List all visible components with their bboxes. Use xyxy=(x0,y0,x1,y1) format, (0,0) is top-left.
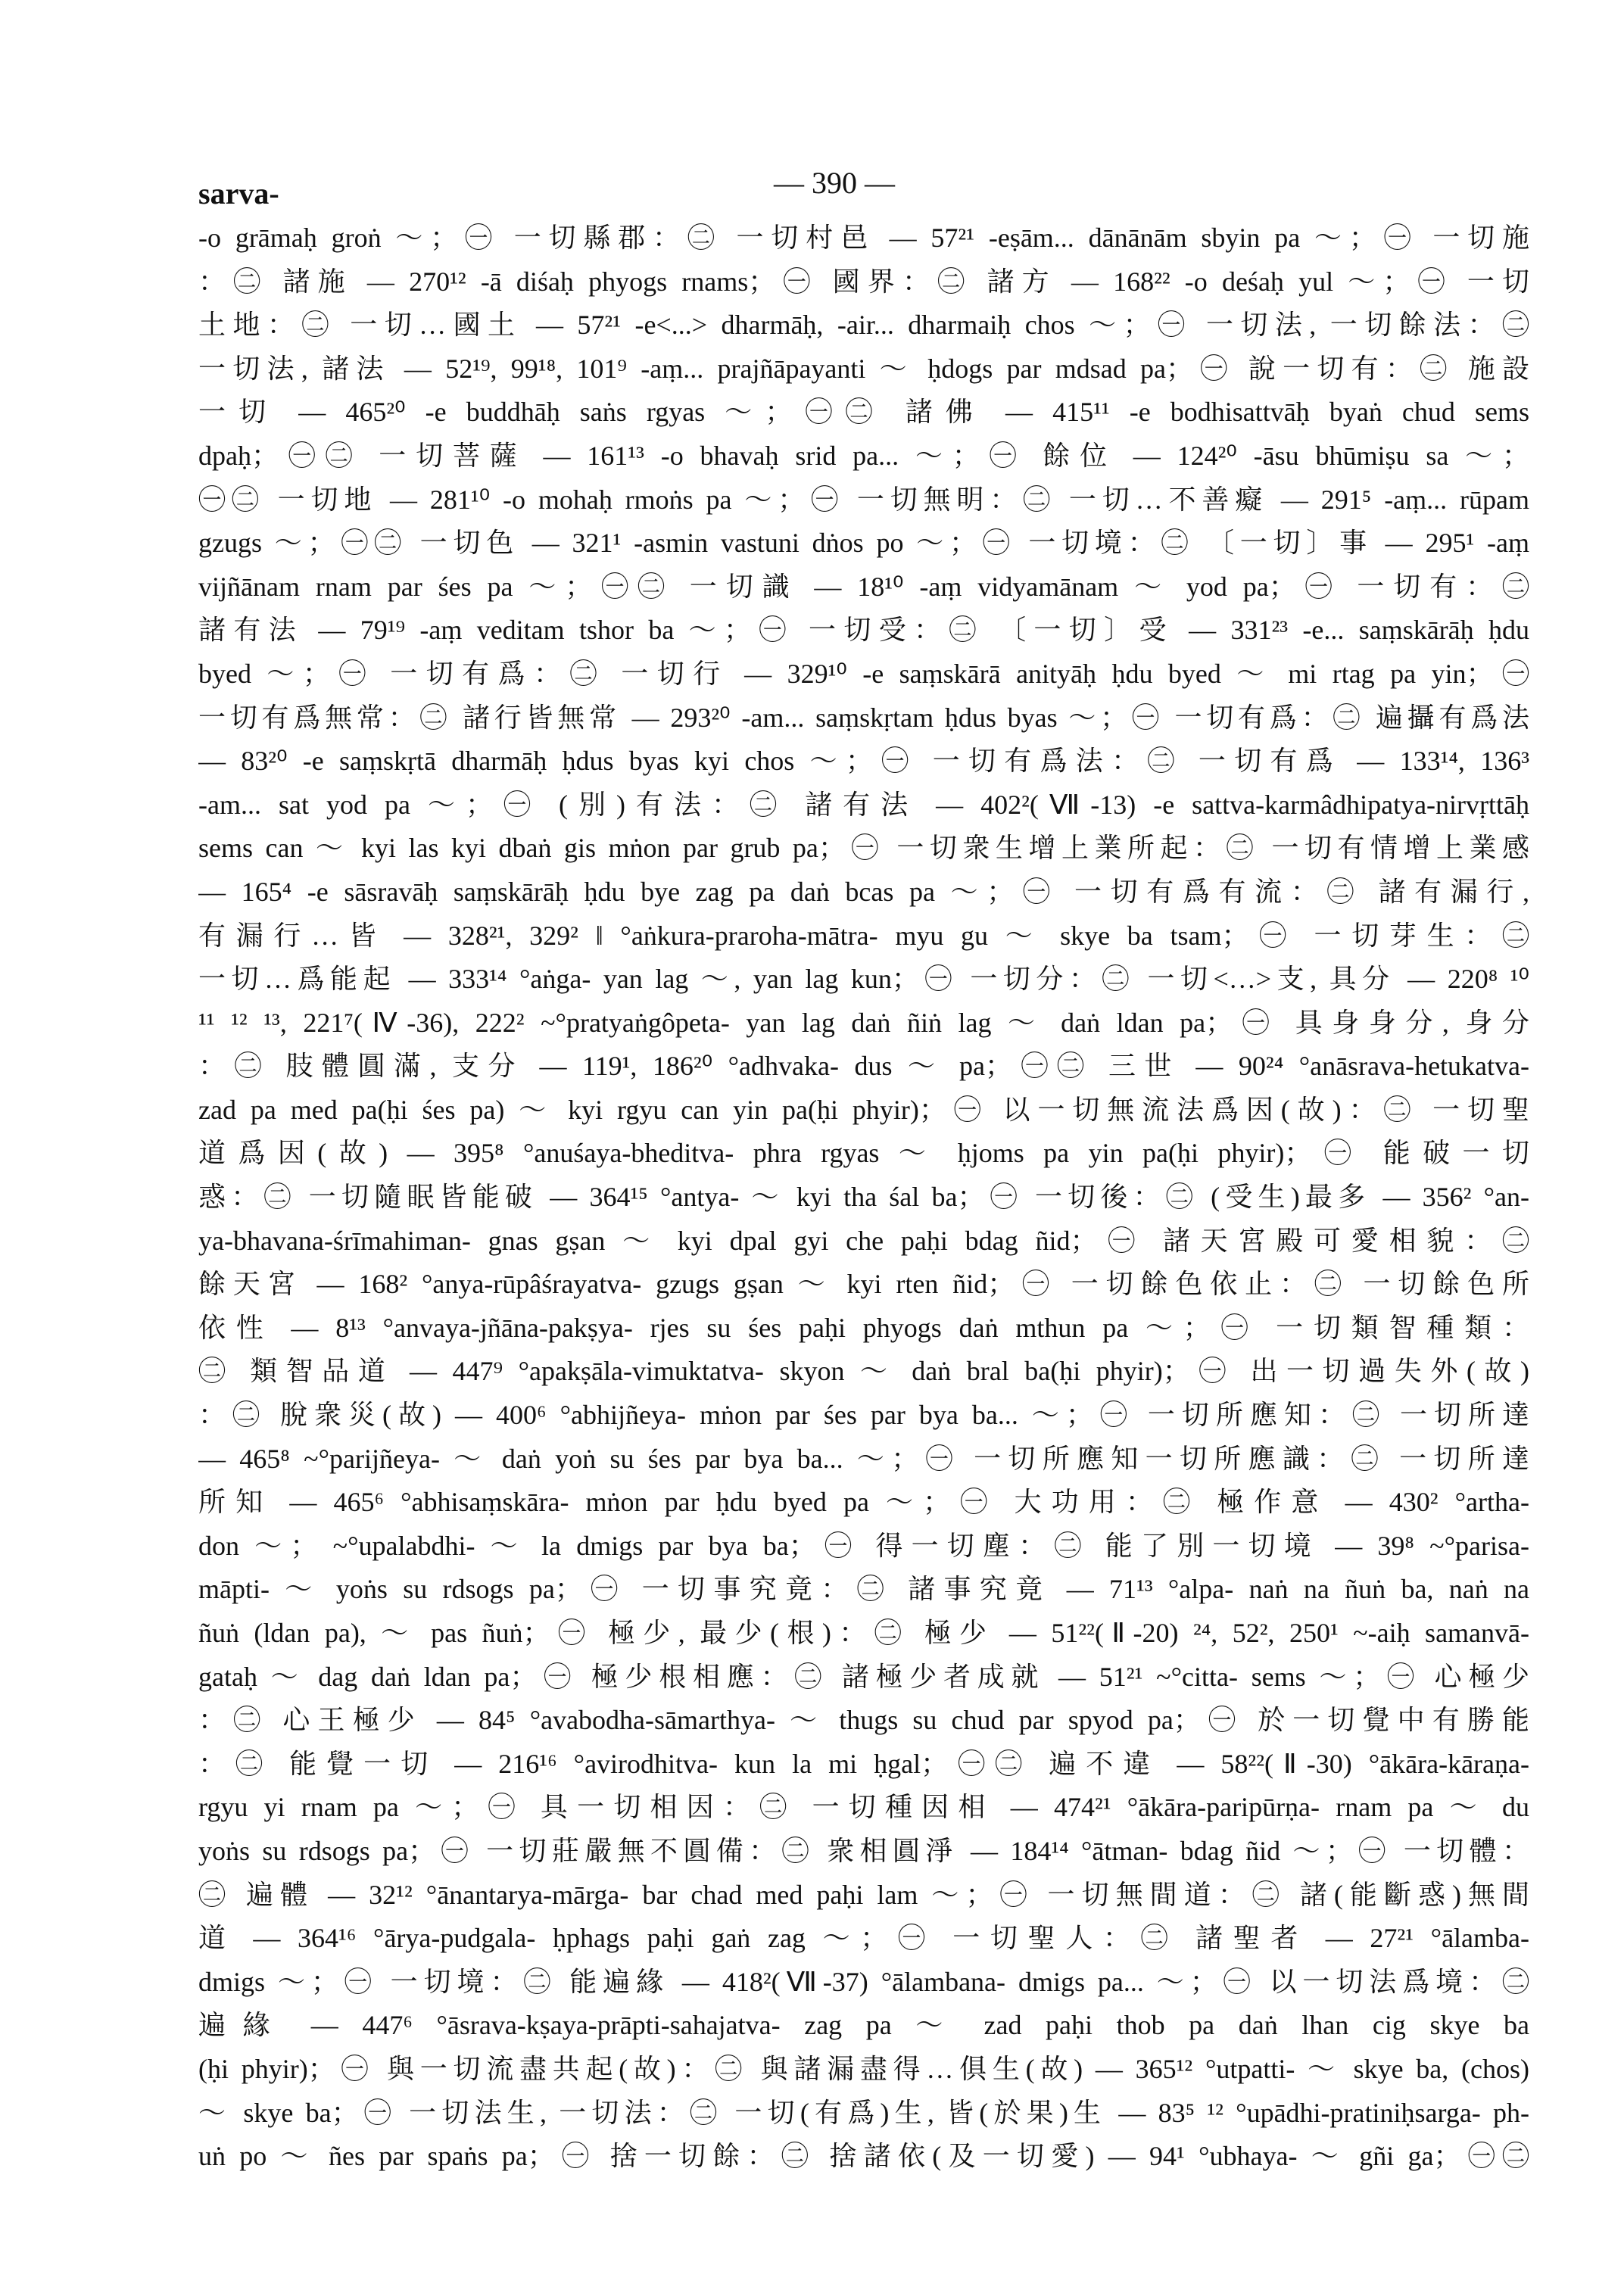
page-number: — 390 — xyxy=(774,166,895,200)
text-line: sems can ～ kyi las kyi dbaṅ gis mṅon par grub pa；㊀ 一切衆生增上業所起：㊁ 一切有情增上業感 xyxy=(198,833,1529,864)
text-line: uṅ po ～ ñes par spaṅs pa；㊀ 捨一切餘：㊁ 捨諸依(及一切愛) — 94¹ °ubhaya- ～ gñi ga；㊀㊁ xyxy=(198,2141,1529,2172)
text-line: ya-bhavana-śrīmahiman- gnas gṣan ～ kyi dpal gyi che paḥi bdag ñid；㊀ 諸天宮殿可愛相貌：㊁ xyxy=(198,1225,1529,1256)
text-line: 惑：㊁ 一切隨眠皆能破 — 364¹⁵ °antya- ～ kyi tha śal ba；㊀ 一切後：㊁ (受生)最多 — 356² °an- xyxy=(198,1182,1529,1213)
text-line: yoṅs su rdsogs pa；㊀ 一切莊嚴無不圓備：㊁ 衆相圓淨 — 184¹⁴ °ātman- bdag ñid ～；㊀ 一切體： xyxy=(198,1835,1529,1866)
text-line: 土地：㊁ 一切…國土 — 57²¹ -e<...> dharmāḥ, -air... dharmaiḥ chos ～；㊀ 一切法, 一切餘法：㊁ xyxy=(198,310,1529,341)
text-line: ：㊁ 心王極少 — 84⁵ °avabodha-sāmarthya- ～ thugs su chud par spyod pa；㊀ 於一切覺中有勝能 xyxy=(198,1705,1529,1736)
running-headword: sarva- xyxy=(198,176,279,210)
text-line: 一切法, 諸法 — 52¹⁹, 99¹⁸, 101⁹ -aṃ... prajñāpayanti ～ ḥdogs par mdsad pa；㊀ 說一切有：㊁ 施設 xyxy=(198,353,1529,384)
text-line: — 465⁸ ~°parijñeya- ～ daṅ yoṅ su śes par bya ba... ～；㊀ 一切所應知一切所應識：㊁ 一切所達 xyxy=(198,1443,1529,1474)
text-line: gzugs ～；㊀㊁ 一切色 — 321¹ -asmin vastuni dṅos po ～；㊀ 一切境：㊁ 〔一切〕事 — 295¹ -aṃ xyxy=(198,528,1529,559)
text-line: don ～； ~°upalabdhi- ～ la dmigs par bya ba；㊀ 得一切塵：㊁ 能了別一切境 — 39⁸ ~°parisa- xyxy=(198,1530,1529,1561)
text-line: gataḥ ～ dag daṅ ldan pa；㊀ 極少根相應：㊁ 諸極少者成就 — 51²¹ ~°citta- sems ～；㊀ 心極少 xyxy=(198,1661,1529,1692)
text-line: 依性 — 8¹³ °anvaya-jñāna-pakṣya- rjes su śes paḥi phyogs daṅ mthun pa ～；㊀ 一切類智種類： xyxy=(198,1312,1529,1343)
text-line: 餘天宮 — 168² °anya-rūpâśrayatva- gzugs gṣan ～ kyi rten ñid；㊀ 一切餘色依止：㊁ 一切餘色所 xyxy=(198,1269,1529,1300)
text-line: ：㊁ 脫衆災(故) — 400⁶ °abhijñeya- mṅon par śes par bya ba... ～；㊀ 一切所應知：㊁ 一切所達 xyxy=(198,1400,1529,1431)
text-line: — 165⁴ -e sāsravāḥ saṃskārāḥ ḥdu bye zag pa daṅ bcas pa ～；㊀ 一切有爲有流：㊁ 諸有漏行, xyxy=(198,876,1529,907)
entry-text xyxy=(198,217,1529,2179)
text-line: ：㊁ 諸施 — 270¹² -ā diśaḥ phyogs rnams；㊀ 國界：㊁ 諸方 — 168²² -o deśaḥ yul ～；㊀ 一切 xyxy=(198,266,1529,297)
text-line: dpaḥ；㊀㊁ 一切菩薩 — 161¹³ -o bhavaḥ srid pa... ～；㊀ 餘位 — 124²⁰ -āsu bhūmiṣu sa ～； xyxy=(198,440,1529,471)
text-line: ¹¹ ¹² ¹³, 221⁷(Ⅳ-36), 222² ~°pratyaṅgôpeta- yan lag daṅ ñiṅ lag ～ daṅ ldan pa；㊀ 具身身分, 身分 xyxy=(198,1007,1529,1038)
text-line: māpti- ～ yoṅs su rdsogs pa；㊀ 一切事究竟：㊁ 諸事究竟 — 71¹³ °alpa- naṅ na ñuṅ ba, naṅ na xyxy=(198,1574,1529,1605)
text-line: rgyu yi rnam pa ～；㊀ 具一切相因：㊁ 一切種因相 — 474²¹ °ākāra-paripūrṇa- rnam pa ～ du xyxy=(198,1792,1529,1823)
text-line: 遍緣 — 447⁶ °āsrava-kṣaya-prāpti-sahajatva- zag pa ～ zad paḥi thob pa daṅ lhan cig skye ba xyxy=(198,2010,1529,2041)
text-line: ñuṅ (ldan pa), ～ pas ñuṅ；㊀ 極少, 最少(根)：㊁ 極少 — 51²²(Ⅱ-20) ²⁴, 52², 250¹ ~-aiḥ samanvā- xyxy=(198,1618,1529,1648)
text-line: ㊁ 遍體 — 32¹² °ānantarya-mārga- bar chad med paḥi lam ～；㊀ 一切無間道：㊁ 諸(能斷惑)無間 xyxy=(198,1879,1529,1910)
text-line: 道爲因(故) — 395⁸ °anuśaya-bheditva- phra rgyas ～ ḥjoms pa yin pa(ḥi phyir)；㊀ 能破一切 xyxy=(198,1138,1529,1169)
text-line: (ḥi phyir)；㊀ 與一切流盡共起(故)：㊁ 與諸漏盡得…俱生(故) — 365¹² °utpatti- ～ skye ba, (chos) xyxy=(198,2053,1529,2084)
text-line: dmigs ～；㊀ 一切境：㊁ 能遍緣 — 418²(Ⅶ-37) °ālambana- dmigs pa... ～；㊀ 以一切法爲境：㊁ xyxy=(198,1966,1529,1997)
text-line: -am... sat yod pa ～；㊀ (別)有法：㊁ 諸有法 — 402²(Ⅶ-13) -e sattva-karmâdhipatya-nirvṛttāḥ xyxy=(198,789,1529,820)
text-line: -o grāmaḥ groṅ ～；㊀ 一切縣郡：㊁ 一切村邑 — 57²¹ -eṣām... dānānām sbyin pa ～；㊀ 一切施 xyxy=(198,223,1529,253)
text-line: — 83²⁰ -e saṃskṛtā dharmāḥ ḥdus byas kyi chos ～；㊀ 一切有爲法：㊁ 一切有爲 — 133¹⁴, 136³ xyxy=(198,746,1529,777)
text-line: ㊀㊁ 一切地 — 281¹⁰ -o mohaḥ rmoṅs pa ～；㊀ 一切無明：㊁ 一切…不善癡 — 291⁵ -aṃ... rūpam xyxy=(198,484,1529,515)
text-line: 所知 — 465⁶ °abhisaṃskāra- mṅon par ḥdu byed pa ～；㊀ 大功用：㊁ 極作意 — 430² °artha- xyxy=(198,1487,1529,1518)
text-line: vijñānam rnam par śes pa ～；㊀㊁ 一切識 — 18¹⁰ -aṃ vidyamānam ～ yod pa；㊀ 一切有：㊁ xyxy=(198,571,1529,602)
text-line: ㊁ 類智品道 — 447⁹ °apakṣāla-vimuktatva- skyon ～ daṅ bral ba(ḥi phyir)；㊀ 出一切過失外(故) xyxy=(198,1356,1529,1387)
text-line: 道 — 364¹⁶ °ārya-pudgala- ḥphags paḥi gaṅ zag ～；㊀ 一切聖人：㊁ 諸聖者 — 27²¹ °ālamba- xyxy=(198,1923,1529,1954)
page-header xyxy=(198,165,1561,210)
text-line: 一切…爲能起 — 333¹⁴ °aṅga- yan lag ～, yan lag kun；㊀ 一切分：㊁ 一切<…>支, 具分 — 220⁸ ¹⁰ xyxy=(198,964,1529,995)
text-line: 諸有法 — 79¹⁹ -aṃ veditam tshor ba ～；㊀ 一切受：㊁ 〔一切〕受 — 331²³ -e... saṃskārāḥ ḥdu xyxy=(198,615,1529,646)
text-line: byed ～；㊀ 一切有爲：㊁ 一切行 — 329¹⁰ -e saṃskārā anityāḥ ḥdu byed ～ mi rtag pa yin；㊀ xyxy=(198,658,1529,689)
text-line: 有漏行…皆 — 328²¹, 329² ‖ °aṅkura-praroha-mātra- myu gu ～ skye ba tsam；㊀ 一切芽生：㊁ xyxy=(198,920,1529,951)
text-line: ：㊁ 能覺一切 — 216¹⁶ °avirodhitva- kun la mi ḥgal；㊀㊁ 遍不違 — 58²²(Ⅱ-30) °ākāra-kāraṇa- xyxy=(198,1748,1529,1779)
text-line: ：㊁ 肢體圓滿, 支分 — 119¹, 186²⁰ °adhvaka- dus ～ pa；㊀㊁ 三世 — 90²⁴ °anāsrava-hetukatva- xyxy=(198,1051,1529,1082)
text-line: zad pa med pa(ḥi śes pa) ～ kyi rgyu can yin pa(ḥi phyir)；㊀ 以一切無流法爲因(故)：㊁ 一切聖 xyxy=(198,1094,1529,1125)
text-line: 一切有爲無常：㊁ 諸行皆無常 — 293²⁰ -am... saṃskṛtam ḥdus byas ～；㊀ 一切有爲：㊁ 遍攝有爲法 xyxy=(198,702,1529,733)
text-line: 一切 — 465²⁰ -e buddhāḥ saṅs rgyas ～；㊀㊁ 諸佛 — 415¹¹ -e bodhisattvāḥ byaṅ chud sems xyxy=(198,397,1529,428)
text-line: ～ skye ba；㊀ 一切法生, 一切法：㊁ 一切(有爲)生, 皆(於果)生 — 83⁵ ¹² °upādhi-pratiniḥsarga- ph- xyxy=(198,2097,1529,2128)
